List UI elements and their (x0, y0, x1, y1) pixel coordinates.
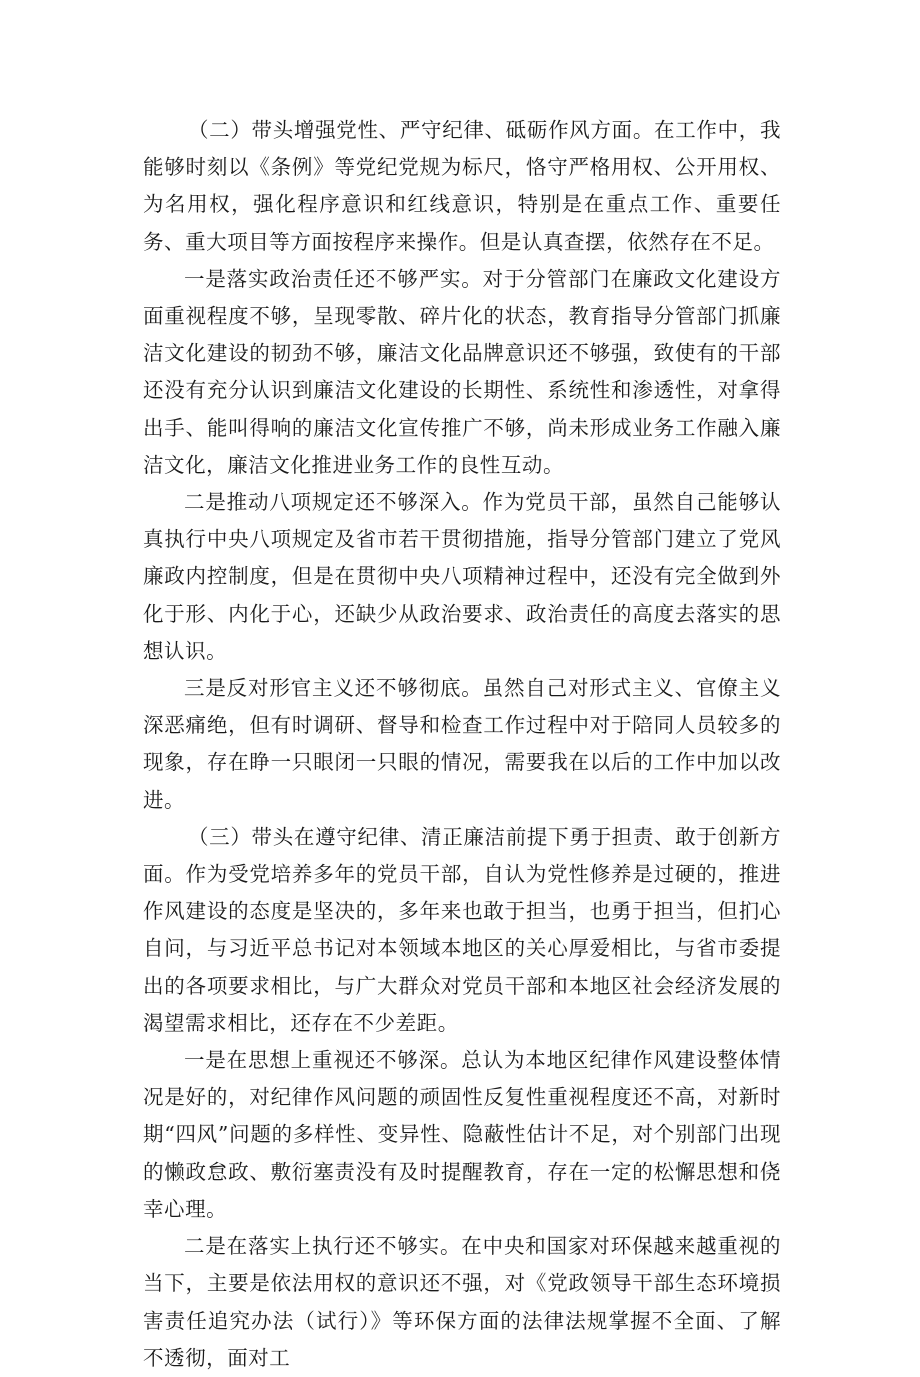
paragraph-item-2-implementation: 二是在落实上执行还不够实。在中央和国家对环保越来越重视的当下，主要是依法用权的意识还不强，对《党政领导干部生态环境损害责任追究办法（试行）》等环保方面的法律法规掌握不全面、了解不透彻，面对工 (143, 1234, 781, 1370)
paragraph-section-2-heading: （二）带头增强党性、严守纪律、砥砺作风方面。在工作中，我能够时刻以《条例》等党纪党规为标尺，恪守严格用权、公开用权、为名用权，强化程序意识和红线意识，特别是在重点工作、重要任务、重大项目等方面按程序来操作。但是认真查摆，依然存在不足。 (143, 118, 781, 254)
paragraph-item-1-ideological-attention: 一是在思想上重视还不够深。总认为本地区纪律作风建设整体情况是好的，对纪律作风问题的顽固性反复性重视程度还不高，对新时期“四风”问题的多样性、变异性、隐蔽性估计不足，对个别部门出现的懒政怠政、敷衍塞责没有及时提醒教育，存在一定的松懈思想和侥幸心理。 (143, 1048, 781, 1221)
paragraph-item-2-eight-regulations: 二是推动八项规定还不够深入。作为党员干部，虽然自己能够认真执行中央八项规定及省市若干贯彻措施，指导分管部门建立了党风廉政内控制度，但是在贯彻中央八项精神过程中，还没有完全做到外化于形、内化于心，还缺少从政治要求、政治责任的高度去落实的思想认识。 (143, 490, 781, 663)
paragraph-item-1-political-responsibility: 一是落实政治责任还不够严实。对于分管部门在廉政文化建设方面重视程度不够，呈现零散、碎片化的状态，教育指导分管部门抓廉洁文化建设的韧劲不够，廉洁文化品牌意识还不够强，致使有的干部还没有充分认识到廉洁文化建设的长期性、系统性和渗透性，对拿得出手、能叫得响的廉洁文化宣传推广不够，尚未形成业务工作融入廉洁文化，廉洁文化推进业务工作的良性互动。 (143, 266, 781, 477)
paragraph-section-3-heading: （三）带头在遵守纪律、清正廉洁前提下勇于担责、敢于创新方面。作为受党培养多年的党员干部，自认为党性修养是过硬的，推进作风建设的态度是坚决的，多年来也敢于担当，也勇于担当，但扪心自问，与习近平总书记对本领域本地区的关心厚爱相比，与省市委提出的各项要求相比，与广大群众对党员干部和本地区社会经济发展的渴望需求相比，还存在不少差距。 (143, 824, 781, 1035)
paragraph-item-3-formalism: 三是反对形官主义还不够彻底。虽然自己对形式主义、官僚主义深恶痛绝，但有时调研、督导和检查工作过程中对于陪同人员较多的现象，存在睁一只眼闭一只眼的情况，需要我在以后的工作中加以改进。 (143, 676, 781, 812)
document-body (143, 112, 781, 1377)
